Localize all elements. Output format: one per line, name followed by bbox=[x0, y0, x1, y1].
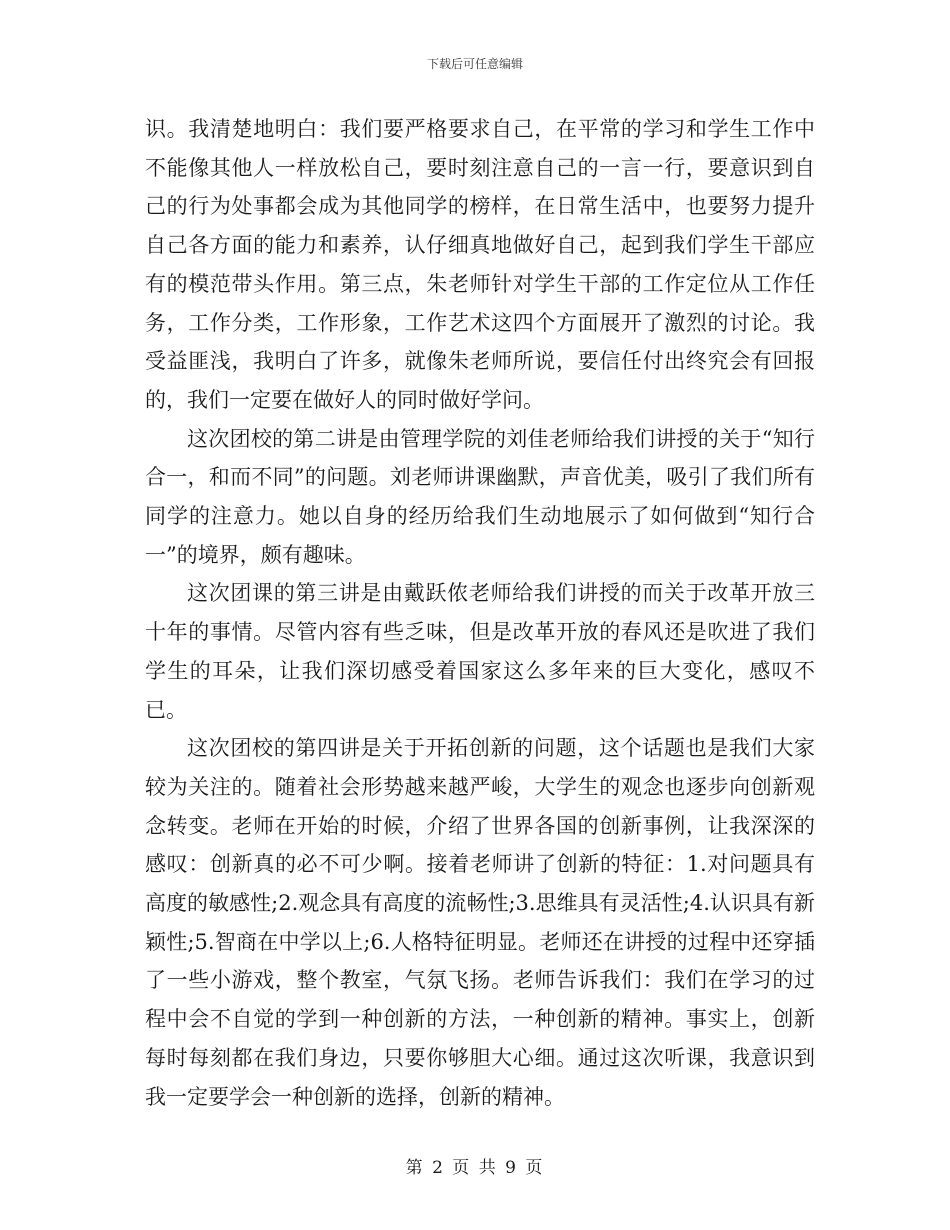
paragraph-fourth-lecture: 这次团校的第四讲是关于开拓创新的问题，这个话题也是我们大家较为关注的。随着社会形势越来越严峻，大学生的观念也逐步向创新观念转变。老师在开始的时候，介绍了世界各国的创新事例，让我深深的感叹：创新真的必不可少啊。接着老师讲了创新的特征：1.对问题具有高度的敏感性;2.观念具有高度的流畅性;3.思维具有灵活性;4.认识具有新颖性;5.智商在中学以上;6.人格特征明显。老师还在讲授的过程中还穿插了一些小游戏，整个教室，气氛飞扬。老师告诉我们：我们在学习的过程中会不自觉的学到一种创新的方法，一种创新的精神。事实上，创新每时每刻都在我们身边，只要你够胆大心细。通过这次听课，我意识到我一定要学会一种创新的选择，创新的精神。 bbox=[145, 736, 815, 1109]
page-number-footer: 第 2 页 共 9 页 bbox=[405, 1158, 545, 1178]
paragraph-continuation: 识。我清楚地明白：我们要严格要求自己，在平常的学习和学生工作中不能像其他人一样放松自己，要时刻注意自己的一言一行，要意识到自己的行为处事都会成为其他同学的榜样，在日常生活中，也要努力提升自己各方面的能力和素养，认仔细真地做好自己，起到我们学生干部应有的模范带头作用。第三点，朱老师针对学生干部的工作定位从工作任务，工作分类，工作形象，工作艺术这四个方面展开了激烈的讨论。我受益匪浅，我明白了许多，就像朱老师所说，要信任付出终究会有回报的，我们一定要在做好人的同时做好学问。 bbox=[145, 117, 815, 412]
paragraph-second-lecture: 这次团校的第二讲是由管理学院的刘佳老师给我们讲授的关于“知行合一，和而不同”的问题。刘老师讲课幽默，声音优美，吸引了我们所有同学的注意力。她以自身的经历给我们生动地展示了如何做到“知行合一”的境界，颇有趣味。 bbox=[145, 426, 815, 567]
document-body bbox=[145, 110, 815, 1116]
paragraph-third-lecture: 这次团课的第三讲是由戴跃侬老师给我们讲授的而关于改革开放三十年的事情。尽管内容有些乏味，但是改革开放的春风还是吹进了我们学生的耳朵，让我们深切感受着国家这么多年来的巨大变化，感叹不已。 bbox=[145, 581, 815, 722]
page-header: 下载后可任意编辑 bbox=[426, 57, 523, 71]
